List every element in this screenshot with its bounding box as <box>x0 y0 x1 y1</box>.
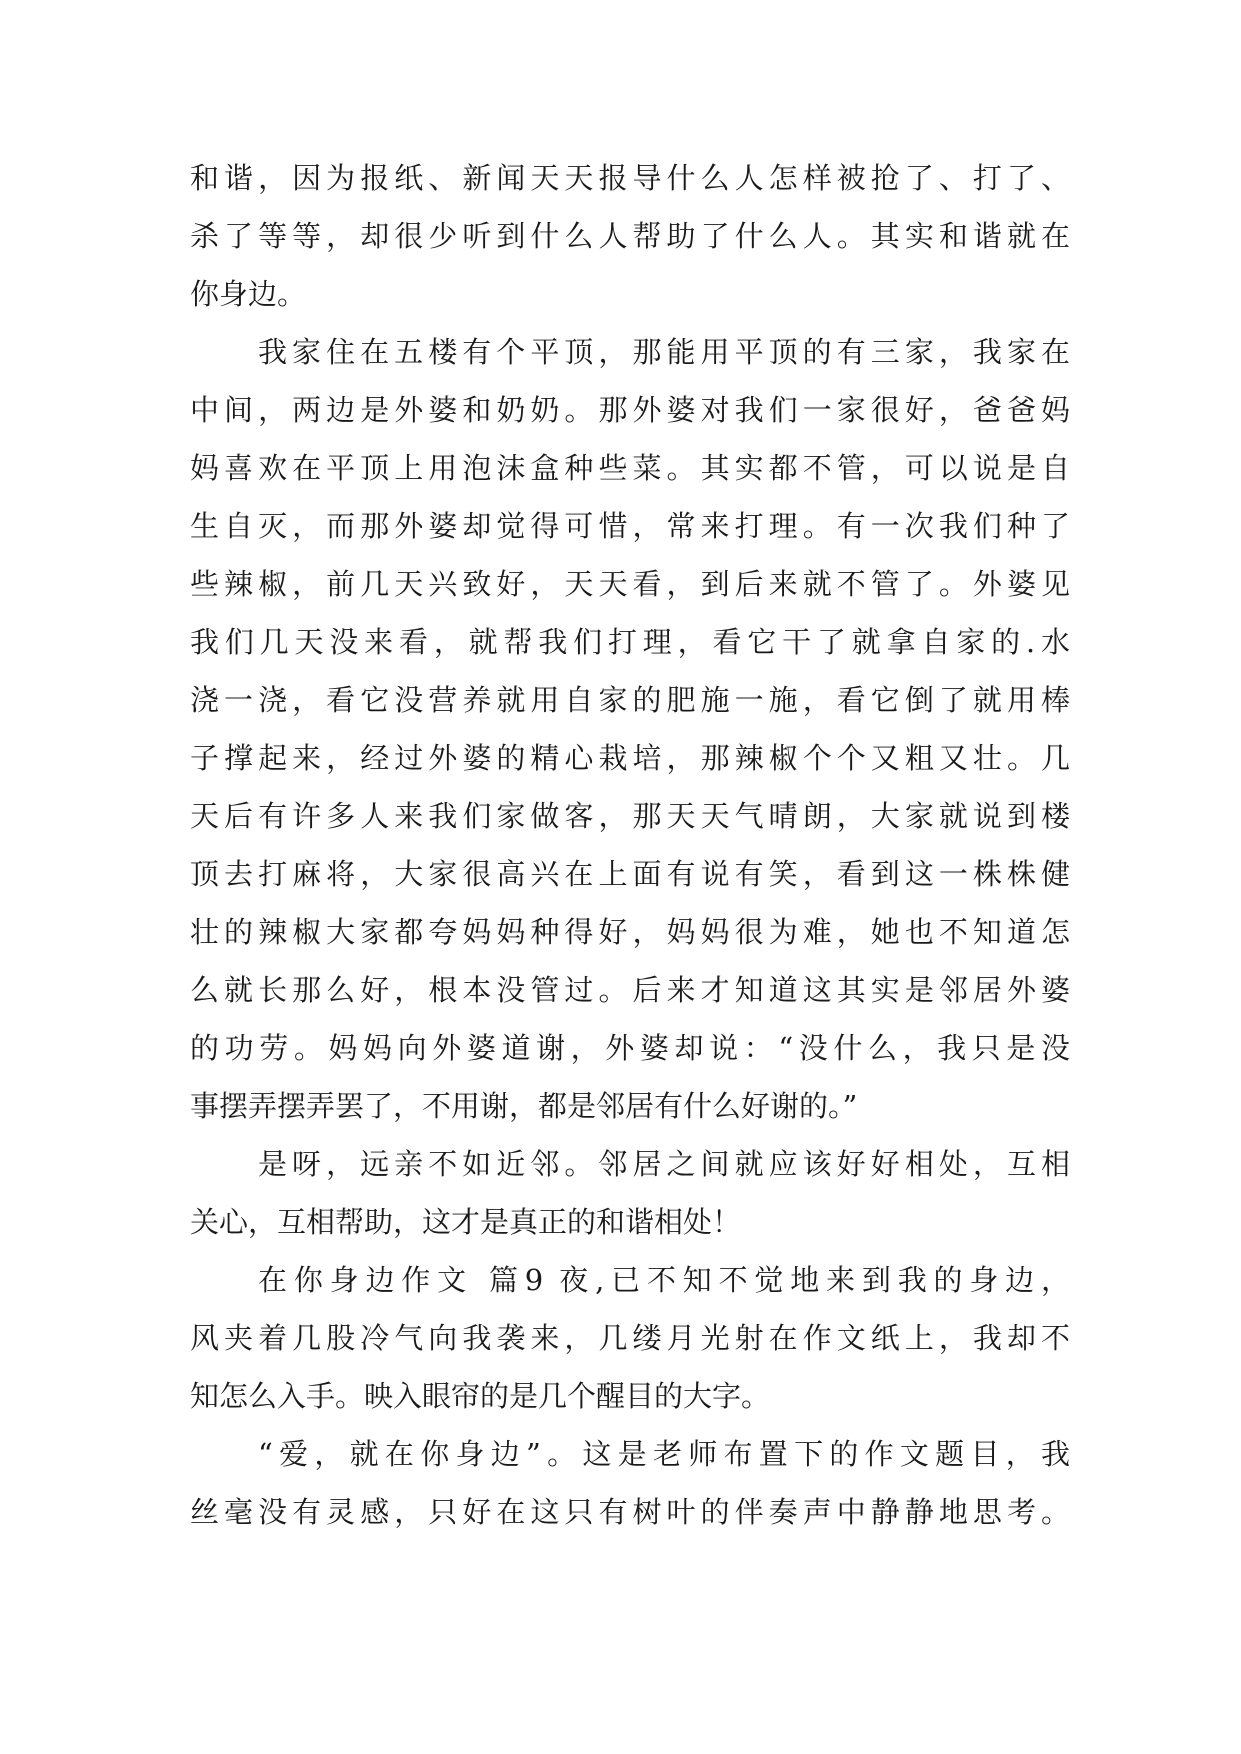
text-line: 是呀，远亲不如近邻。邻居之间就应该好好相处，互相 <box>258 1147 1070 1181</box>
text-line: 妈喜欢在平顶上用泡沫盒种些菜。其实都不管，可以说是自 <box>190 451 1070 485</box>
text-line: 风夹着几股冷气向我袭来，几缕月光射在作文纸上，我却不 <box>190 1321 1070 1355</box>
text-line: 些辣椒，前几天兴致好，天天看，到后来就不管了。外婆见 <box>190 567 1070 601</box>
text-line: 我家住在五楼有个平顶，那能用平顶的有三家，我家在 <box>258 335 1070 369</box>
text-line: 顶去打麻将，大家很高兴在上面有说有笑，看到这一株株健 <box>190 857 1070 891</box>
text-line: “爱，就在你身边”。这是老师布置下的作文题目，我 <box>258 1437 1070 1471</box>
text-line: 在你身边作文 篇9 夜,已不知不觉地来到我的身边， <box>258 1263 1070 1297</box>
text-line: 杀了等等，却很少听到什么人帮助了什么人。其实和谐就在 <box>190 219 1070 253</box>
text-line: 丝毫没有灵感，只好在这只有树叶的伴奏声中静静地思考。 <box>190 1495 1070 1529</box>
text-line: 你身边。 <box>190 277 307 311</box>
text-line: 么就长那么好，根本没管过。后来才知道这其实是邻居外婆 <box>190 973 1070 1007</box>
text-line: 我们几天没来看，就帮我们打理，看它干了就拿自家的.水 <box>190 625 1070 659</box>
text-line: 的功劳。妈妈向外婆道谢，外婆却说：“没什么，我只是没 <box>190 1031 1070 1065</box>
text-line: 事摆弄摆弄罢了，不用谢，都是邻居有什么好谢的。” <box>190 1089 858 1123</box>
document-body <box>190 149 1070 1541</box>
text-line: 关心，互相帮助，这才是真正的和谐相处！ <box>190 1205 742 1239</box>
text-line: 浇一浇，看它没营养就用自家的肥施一施，看它倒了就用棒 <box>190 683 1070 717</box>
text-line: 子撑起来，经过外婆的精心栽培，那辣椒个个又粗又壮。几 <box>190 741 1070 775</box>
text-line: 生自灭，而那外婆却觉得可惜，常来打理。有一次我们种了 <box>190 509 1070 543</box>
text-line: 知怎么入手。映入眼帘的是几个醒目的大字。 <box>190 1379 771 1413</box>
text-line: 中间，两边是外婆和奶奶。那外婆对我们一家很好，爸爸妈 <box>190 393 1070 427</box>
text-line: 壮的辣椒大家都夸妈妈种得好，妈妈很为难，她也不知道怎 <box>190 915 1070 949</box>
text-line: 和谐，因为报纸、新闻天天报导什么人怎样被抢了、打了、 <box>190 161 1070 195</box>
text-line: 天后有许多人来我们家做客，那天天气晴朗，大家就说到楼 <box>190 799 1070 833</box>
